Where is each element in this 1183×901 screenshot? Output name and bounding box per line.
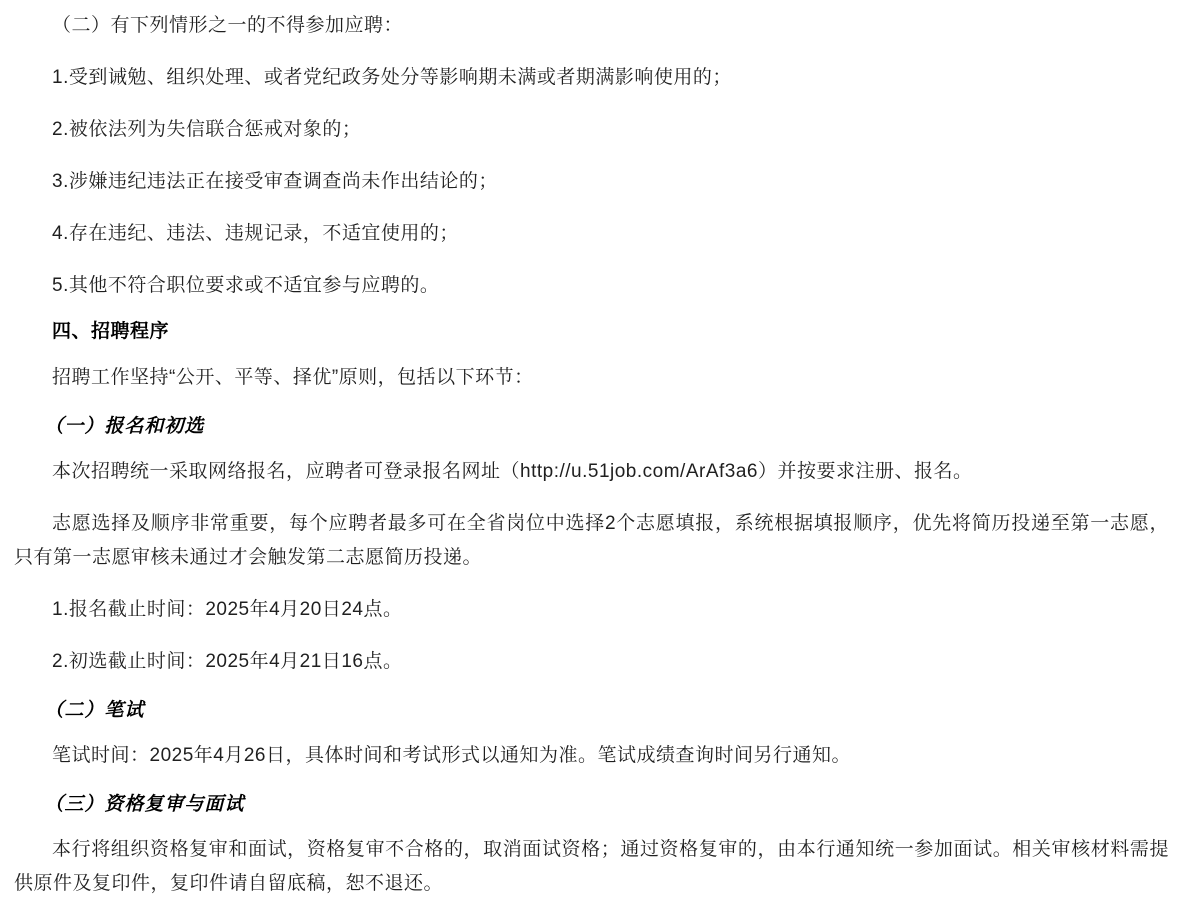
- list-item-disqualification-5: 5.其他不符合职位要求或不适宜参与应聘的。: [52, 275, 440, 296]
- para-online-registration: 本次招聘统一采取网络报名，应聘者可登录报名网址（http://u.51job.com/ArAf3a6）并按要求注册、报名。: [52, 461, 973, 482]
- subheading-qualification-review-interview: （三）资格复审与面试: [44, 793, 245, 815]
- list-item-disqualification-2: 2.被依法列为失信联合惩戒对象的；: [52, 119, 362, 140]
- list-item-disqualification-4: 4.存在违纪、违法、违规记录，不适宜使用的；: [52, 223, 459, 244]
- para-procedure-intro: 招聘工作坚持“公开、平等、择优”原则，包括以下环节：: [52, 367, 534, 388]
- list-item-disqualification-3: 3.涉嫌违纪违法正在接受审查调查尚未作出结论的；: [52, 171, 498, 192]
- para-disqualification-intro: （二）有下列情形之一的不得参加应聘：: [52, 15, 404, 36]
- para-written-test-time: 笔试时间：2025年4月26日，具体时间和考试形式以通知为准。笔试成绩查询时间另行通知。: [52, 745, 851, 766]
- list-item-preselection-deadline: 2.初选截止时间：2025年4月21日16点。: [52, 651, 403, 672]
- subheading-registration-preselection: （一）报名和初选: [44, 415, 205, 437]
- para-qualification-review: 本行将组织资格复审和面试，资格复审不合格的，取消面试资格；通过资格复审的，由本行通知统一参加面试。相关审核材料需提供原件及复印件，复印件请自留底稿，恕不退还。: [14, 839, 1169, 894]
- subheading-written-test: （二）笔试: [44, 699, 145, 721]
- list-item-registration-deadline: 1.报名截止时间：2025年4月20日24点。: [52, 599, 403, 620]
- para-volunteer-order: 志愿选择及顺序非常重要，每个应聘者最多可在全省岗位中选择2个志愿填报，系统根据填报顺序，优先将简历投递至第一志愿，只有第一志愿审核未通过才会触发第二志愿简历投递。: [14, 513, 1169, 568]
- list-item-disqualification-1: 1.受到诫勉、组织处理、或者党纪政务处分等影响期未满或者期满影响使用的；: [52, 67, 732, 88]
- heading-recruitment-procedure: 四、招聘程序: [52, 321, 170, 342]
